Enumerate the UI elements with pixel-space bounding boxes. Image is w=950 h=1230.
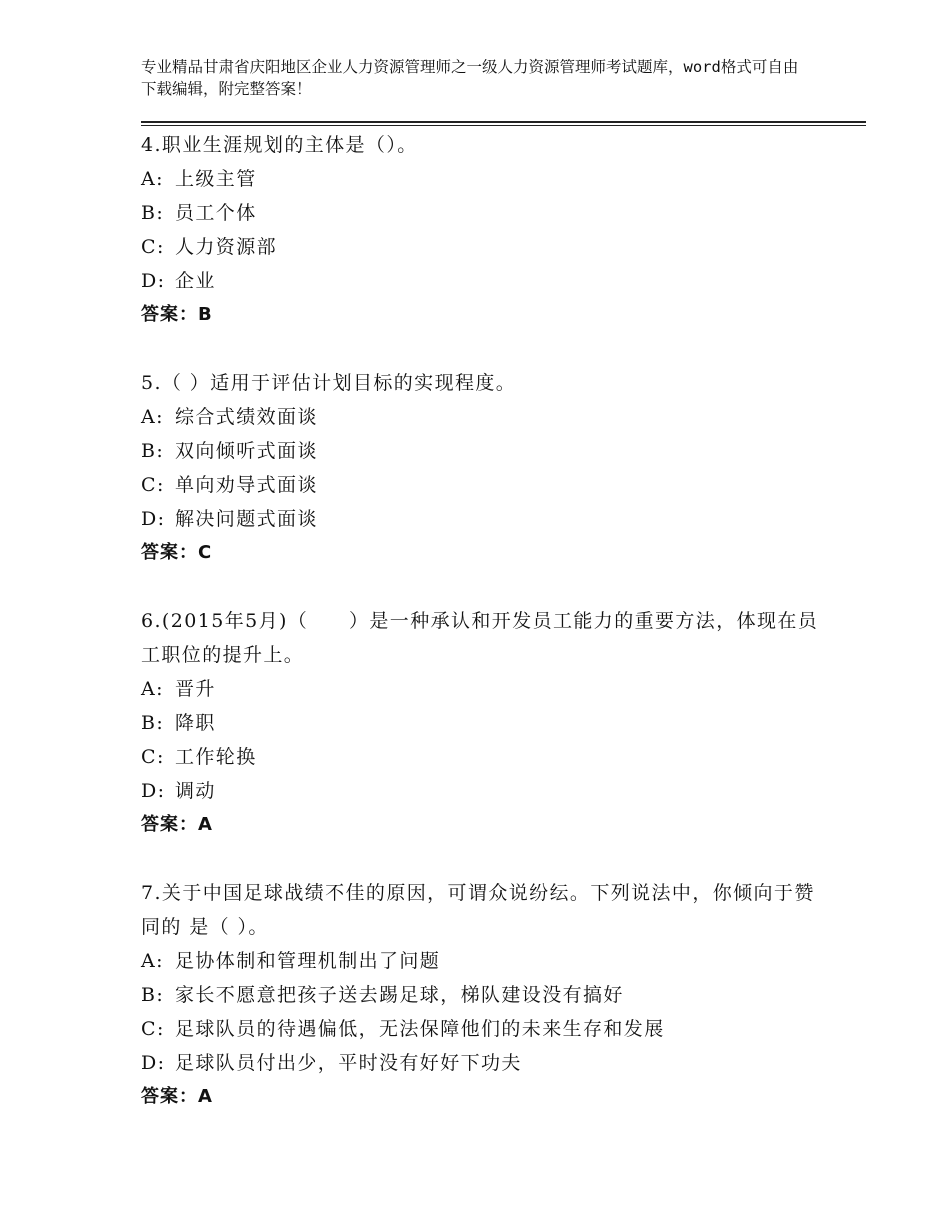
option-d bbox=[141, 264, 821, 298]
question-block bbox=[141, 876, 821, 1114]
question-stem: 5.（ ）适用于评估计划目标的实现程度。 bbox=[141, 372, 517, 394]
option-b bbox=[141, 196, 821, 230]
option-letter: C: bbox=[141, 746, 165, 768]
option-a bbox=[141, 672, 821, 706]
option-letter: C: bbox=[141, 1018, 165, 1040]
option-letter: A: bbox=[141, 678, 164, 700]
option-a bbox=[141, 944, 821, 978]
option-text: 人力资源部 bbox=[175, 236, 278, 258]
option-letter: A: bbox=[141, 406, 164, 428]
option-letter: A: bbox=[141, 950, 164, 972]
question-stem: 6.(2015年5月)（ ）是一种承认和开发员工能力的重要方法，体现在员工职位的提升上。 bbox=[141, 610, 819, 666]
option-b bbox=[141, 978, 821, 1012]
option-letter: B: bbox=[141, 202, 165, 224]
option-c bbox=[141, 740, 821, 774]
answer-label: 答案：A bbox=[141, 814, 213, 835]
question-block bbox=[141, 128, 821, 332]
answer-label: 答案：C bbox=[141, 542, 213, 563]
option-text: 调动 bbox=[175, 780, 216, 802]
header-divider-thick bbox=[141, 121, 866, 123]
option-letter: B: bbox=[141, 712, 165, 734]
option-letter: D: bbox=[141, 1052, 166, 1074]
option-a bbox=[141, 400, 821, 434]
option-text: 足协体制和管理机制出了问题 bbox=[175, 950, 441, 972]
question-stem: 4.职业生涯规划的主体是（）。 bbox=[141, 134, 418, 156]
option-a bbox=[141, 162, 821, 196]
option-d bbox=[141, 502, 821, 536]
option-d bbox=[141, 1046, 821, 1080]
option-b bbox=[141, 706, 821, 740]
answer-label: 答案：A bbox=[141, 1086, 213, 1107]
option-b bbox=[141, 434, 821, 468]
option-d bbox=[141, 774, 821, 808]
option-text: 解决问题式面谈 bbox=[175, 508, 318, 530]
option-text: 企业 bbox=[175, 270, 216, 292]
document-header bbox=[141, 57, 801, 100]
option-text: 单向劝导式面谈 bbox=[175, 474, 318, 496]
option-text: 晋升 bbox=[175, 678, 216, 700]
answer-label: 答案：B bbox=[141, 304, 213, 325]
option-text: 上级主管 bbox=[175, 168, 257, 190]
option-text: 足球队员付出少，平时没有好好下功夫 bbox=[175, 1052, 522, 1074]
option-c bbox=[141, 1012, 821, 1046]
question-block bbox=[141, 604, 821, 842]
option-letter: D: bbox=[141, 270, 166, 292]
option-text: 工作轮换 bbox=[175, 746, 257, 768]
option-letter: D: bbox=[141, 780, 166, 802]
question-list bbox=[141, 128, 821, 1148]
option-text: 降职 bbox=[175, 712, 216, 734]
option-text: 双向倾听式面谈 bbox=[175, 440, 318, 462]
option-letter: B: bbox=[141, 984, 165, 1006]
option-text: 综合式绩效面谈 bbox=[175, 406, 318, 428]
option-letter: D: bbox=[141, 508, 166, 530]
option-letter: C: bbox=[141, 474, 165, 496]
option-text: 员工个体 bbox=[175, 202, 257, 224]
question-block bbox=[141, 366, 821, 570]
question-stem: 7.关于中国足球战绩不佳的原因，可谓众说纷纭。下列说法中，你倾向于赞同的 是（ ）。 bbox=[141, 882, 815, 938]
option-letter: B: bbox=[141, 440, 165, 462]
option-letter: C: bbox=[141, 236, 165, 258]
option-text: 足球队员的待遇偏低，无法保障他们的未来生存和发展 bbox=[175, 1018, 665, 1040]
option-text: 家长不愿意把孩子送去踢足球，梯队建设没有搞好 bbox=[175, 984, 624, 1006]
option-letter: A: bbox=[141, 168, 164, 190]
option-c bbox=[141, 230, 821, 264]
header-divider-thin bbox=[141, 125, 866, 126]
option-c bbox=[141, 468, 821, 502]
header-title: 专业精品甘肃省庆阳地区企业人力资源管理师之一级人力资源管理师考试题库，word格式可自由下载编辑，附完整答案！ bbox=[141, 58, 799, 98]
